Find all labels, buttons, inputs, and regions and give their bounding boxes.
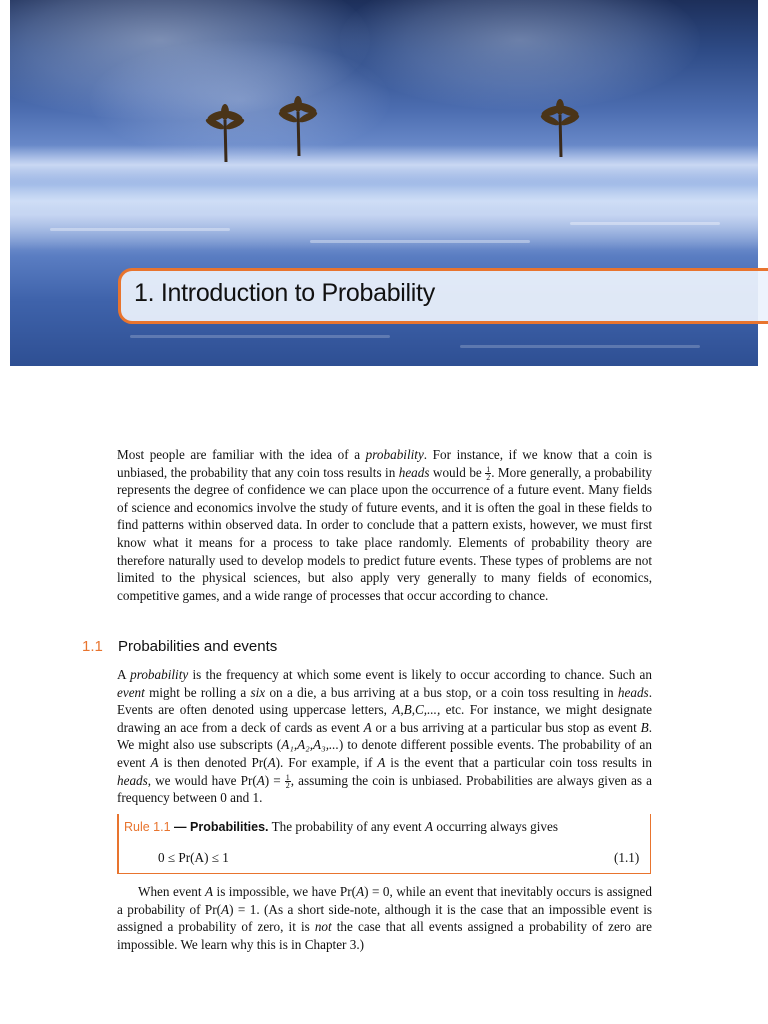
equation-number: (1.1)	[614, 850, 640, 865]
palm-tree-icon	[278, 92, 318, 162]
rule-name: Probabilities.	[190, 820, 269, 834]
rule-statement: Rule 1.1 — Probabilities. The probability of any event A occurring always gives	[124, 819, 558, 834]
palm-tree-icon	[540, 95, 580, 165]
fraction: $\frac{1}{2}$	[486, 465, 491, 483]
intro-paragraph: Most people are familiar with the idea of a probability. For instance, if we know that a coin is unbiased, the probability that any coin toss results in heads would be $\frac{1}{2}$ . More generally, a probability represents the degree of confidence we can place upon the occurrence of a future event. Many fields of science and economics involve the study of future events, and it is often the goal in these fields to find patterns within observed data. In order to conclude that a pattern exists, however, we must first know what it means for a process to take place randomly. Elements of probability theory are therefore naturally used to develop models to predict future events. These types of problems are not limited to the physical sciences, but also apply very generally to many fields of economics, competitive games, and a wide range of processes that occur according to chance.	[117, 447, 652, 603]
palm-tree-icon	[205, 100, 245, 170]
section-number: 1.1	[82, 638, 103, 655]
section-paragraph: A probability is the frequency at which some event is likely to occur according to chance. Such an event might be rolling a six on a die, a bus arriving at a bus stop, or a coin toss resulting in heads. Events are often denoted using uppercase letters, A,B,C,..., etc. For instance, we might designate drawing an ace from a deck of cards as event A or a bus arriving at a particular bus stop as event B. We might also use subscripts (A₁,A₂,A₃,...) to denote different possible events. The probability of an event A is then denoted Pr(A). For example, if A is the event that a particular coin toss results in heads, we would have Pr(A) = $\frac{1}{2}$ , assuming the coin is unbiased. Probabilities are always given as a frequency between 0 and 1.	[117, 667, 653, 806]
fraction: $\frac{1}{2}$	[285, 773, 290, 791]
chapter-title: 1. Introduction to Probability	[134, 279, 435, 307]
section-title: Probabilities and events	[118, 638, 278, 655]
closing-paragraph: When event A is impossible, we have Pr(A) = 0, while an event that inevitably occurs is assigned a probability of Pr(A) = 1. (As a short side-note, although it is the case that an impossible event is assigned a probability of zero, it is not the case that all events assigned a probability of zero are impossible. We learn why this is in Chapter 3.)	[117, 884, 653, 952]
section-heading	[82, 638, 277, 655]
rule-label: Rule 1.1	[124, 820, 171, 834]
equation: 0 ≤ Pr(A) ≤ 1	[158, 850, 229, 865]
